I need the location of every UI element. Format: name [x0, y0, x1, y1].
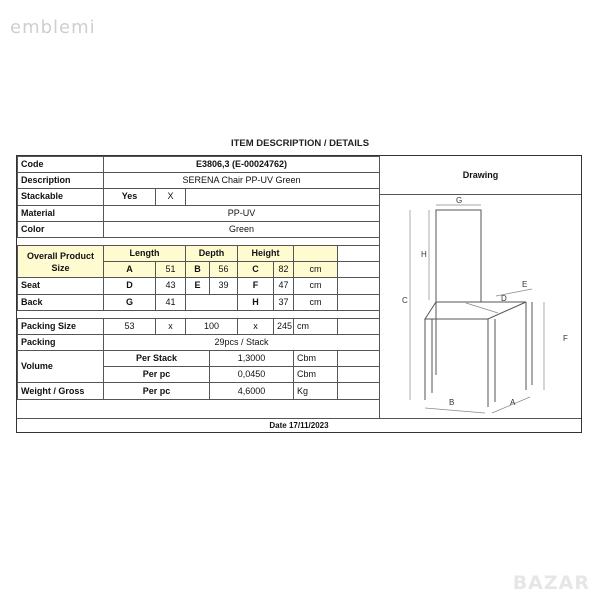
volume-per-stack-row [18, 351, 380, 367]
spec-sheet [16, 155, 582, 433]
overall-header-blank [294, 245, 338, 261]
code-row [18, 157, 380, 173]
packing-size-side [338, 318, 380, 334]
overall-header-row [18, 245, 380, 261]
letter-c: C [402, 296, 408, 305]
code-value: E3806,3 (E-00024762) [104, 157, 380, 173]
back-empty [186, 294, 238, 310]
per-pc-unit: Cbm [294, 367, 338, 383]
chair-drawing [380, 195, 580, 417]
length-header: Length [104, 245, 186, 261]
depth-header: Depth [186, 245, 238, 261]
per-pc-label: Per pc [104, 367, 210, 383]
dim-line-d [466, 303, 498, 313]
per-stack-label: Per Stack [104, 351, 210, 367]
color-value: Green [104, 221, 380, 237]
dim-d-label: D [104, 278, 156, 294]
overall-unit: cm [294, 262, 338, 278]
dim-f-value: 47 [274, 278, 294, 294]
per-pc-value: 0,0450 [210, 367, 294, 383]
spacer-cell [18, 237, 380, 245]
seat-side [338, 278, 380, 294]
material-label: Material [18, 205, 104, 221]
dim-c-label: C [238, 262, 274, 278]
overall-side [338, 262, 380, 278]
stackable-label: Stackable [18, 189, 104, 205]
per-stack-value: 1,3000 [210, 351, 294, 367]
seat-row [18, 278, 380, 294]
letter-e: E [522, 280, 528, 289]
back-row [18, 294, 380, 310]
packing-x2: x [238, 318, 274, 334]
letter-g: G [456, 196, 463, 205]
emblemi-watermark: emblemi [10, 17, 96, 38]
date-table [17, 418, 581, 433]
height-header: Height [238, 245, 294, 261]
drawing-panel [379, 156, 581, 418]
dim-c-value: 82 [274, 262, 294, 278]
dim-d-value: 43 [156, 278, 186, 294]
dim-g-label: G [104, 294, 156, 310]
packing-label: Packing [18, 334, 104, 350]
letter-d: D [501, 294, 507, 303]
description-label: Description [18, 173, 104, 189]
material-row [18, 205, 380, 221]
dim-f-label: F [238, 278, 274, 294]
packing-row [18, 334, 380, 350]
dim-g-value: 41 [156, 294, 186, 310]
dim-e-value: 39 [210, 278, 238, 294]
letter-a: A [510, 398, 516, 407]
weight-row [18, 383, 380, 399]
letter-f: F [563, 334, 568, 343]
weight-side [338, 383, 380, 399]
packing-value: 29pcs / Stack [104, 334, 380, 350]
description-value: SERENA Chair PP-UV Green [104, 173, 380, 189]
dim-h-value: 37 [274, 294, 294, 310]
date-text: Date 17/11/2023 [17, 419, 581, 433]
description-row [18, 173, 380, 189]
packing-width: 100 [186, 318, 238, 334]
color-label: Color [18, 221, 104, 237]
chair-backrest [436, 210, 481, 302]
per-stack-side [338, 351, 380, 367]
overall-size-label: Overall Product Size [18, 245, 104, 277]
packing-unit: cm [294, 318, 338, 334]
letter-b: B [449, 398, 455, 407]
drawing-title: Drawing [380, 156, 581, 195]
spacer-row-2 [18, 310, 380, 318]
bazar-watermark: BAZAR [512, 572, 590, 594]
per-pc-side [338, 367, 380, 383]
packing-length: 53 [104, 318, 156, 334]
packing-height: 245 [274, 318, 294, 334]
dim-b-label: B [186, 262, 210, 278]
back-label: Back [18, 294, 104, 310]
spacer-cell-2 [18, 310, 380, 318]
weight-value: 4,6000 [210, 383, 294, 399]
back-side [338, 294, 380, 310]
dim-a-value: 51 [156, 262, 186, 278]
date-row [17, 419, 581, 433]
dim-h-label: H [238, 294, 274, 310]
stackable-row [18, 189, 380, 205]
packing-size-label: Packing Size [18, 318, 104, 334]
dim-a-label: A [104, 262, 156, 278]
volume-label: Volume [18, 351, 104, 383]
stackable-empty [186, 189, 380, 205]
packing-x1: x [156, 318, 186, 334]
seat-label: Seat [18, 278, 104, 294]
letter-h: H [421, 250, 427, 259]
stackable-answer: Yes [104, 189, 156, 205]
color-row [18, 221, 380, 237]
weight-unit: Kg [294, 383, 338, 399]
seat-unit: cm [294, 278, 338, 294]
overall-header-side [338, 245, 380, 261]
spacer-row [18, 237, 380, 245]
packing-size-row [18, 318, 380, 334]
dim-line-b [425, 408, 485, 413]
document-title: ITEM DESCRIPTION / DETAILS [230, 138, 370, 149]
weight-label: Weight / Gross [18, 383, 104, 399]
back-unit: cm [294, 294, 338, 310]
material-value: PP-UV [104, 205, 380, 221]
weight-per-pc-label: Per pc [104, 383, 210, 399]
chair-seat [425, 302, 526, 319]
stackable-mark: X [156, 189, 186, 205]
code-label: Code [18, 157, 104, 173]
dim-e-label: E [186, 278, 210, 294]
spec-table [17, 156, 380, 400]
dim-b-value: 56 [210, 262, 238, 278]
per-stack-unit: Cbm [294, 351, 338, 367]
